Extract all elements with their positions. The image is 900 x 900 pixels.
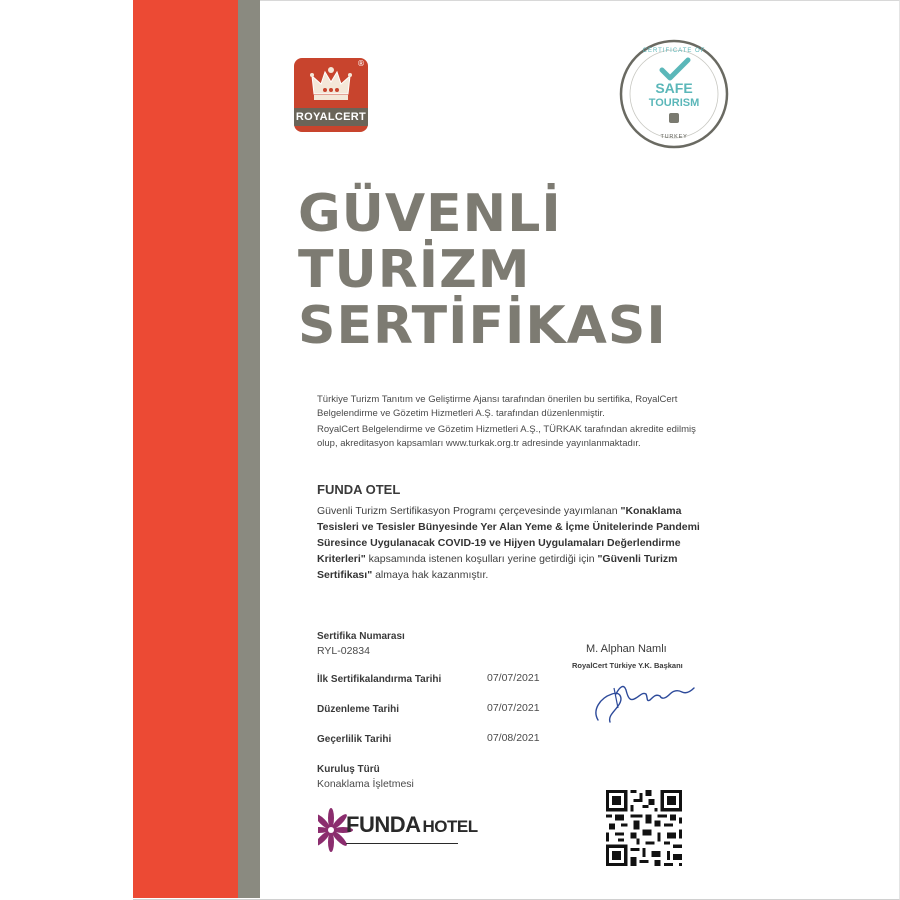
funda-word: FUNDA xyxy=(346,812,421,837)
funda-hotel-wordmark xyxy=(346,812,478,838)
validity-date-value: 07/08/2021 xyxy=(487,732,540,744)
registered-mark: ® xyxy=(357,59,365,68)
safe-tourism-seal xyxy=(618,38,730,150)
holder-name: FUNDA OTEL xyxy=(317,482,401,497)
royalcert-name: ROYALCERT xyxy=(294,108,368,126)
seal-ring-text: CERTIFICATE OF xyxy=(642,48,706,54)
check-icon xyxy=(662,60,688,78)
intro-paragraph-1: Türkiye Turizm Tanıtım ve Geliştirme Ajansı tarafından önerilen bu sertifika, RoyalCert Belgelendirme ve Gözetim Hizmetleri A.Ş. tarafından düzenlenmiştir. xyxy=(317,394,678,419)
organization-type-label: Kuruluş Türü xyxy=(317,764,380,775)
organization-type-value: Konaklama İşletmesi xyxy=(317,778,414,790)
statement-part-b: kapsamında istenen koşulları yerine getirdiği için xyxy=(365,553,598,565)
title-line-1: GÜVENLİ xyxy=(298,184,562,244)
certificate-statement xyxy=(317,503,717,583)
certificate-title xyxy=(298,186,667,354)
title-line-2: TURİZM xyxy=(298,240,531,300)
first-certification-label: İlk Sertifikalandırma Tarihi xyxy=(317,674,442,685)
signer-name: M. Alphan Namlı xyxy=(586,643,667,655)
grey-side-band xyxy=(238,0,260,898)
seal-bottom-text: TURKEY xyxy=(660,134,688,140)
certificate-number-label: Sertifika Numarası xyxy=(317,631,405,642)
intro-paragraph-2: RoyalCert Belgelendirme ve Gözetim Hizmetleri A.Ş., TÜRKAK tarafından akredite edilmiş olup, akreditasyon kapsamları www.turkak.org.tr adresinde yayınlanmaktadır. xyxy=(317,424,696,449)
wordmark-underline xyxy=(346,843,458,844)
statement-part-c: almaya hak kazanmıştır. xyxy=(372,569,489,581)
criteria-text: "Konaklama Tesisleri ve Tesisler Bünyesinde Yer Alan Yeme & İçme Ünitelerinde Pandemi Süresince Uygulanacak COVID-19 ve Hijyen Uygulamaları Değerlendirme Kriterleri" xyxy=(317,505,700,565)
signer-title: RoyalCert Türkiye Y.K. Başkanı xyxy=(572,661,683,670)
red-side-band xyxy=(133,0,238,898)
hotel-word: HOTEL xyxy=(422,817,478,836)
issue-date-value: 07/07/2021 xyxy=(487,702,540,714)
seal-emblem-icon xyxy=(669,113,679,123)
qr-code xyxy=(606,790,682,866)
issue-date-label: Düzenleme Tarihi xyxy=(317,704,400,715)
certificate-number-value: RYL-02834 xyxy=(317,645,370,657)
validity-date-label: Geçerlilik Tarihi xyxy=(317,734,392,745)
crown-icon xyxy=(308,64,354,104)
certificate-name: "Güvenli Turizm Sertifikası" xyxy=(317,553,678,581)
statement-part-a: Güvenli Turizm Sertifikasyon Programı çerçevesinde yayımlanan xyxy=(317,505,621,517)
signature-graphic xyxy=(590,676,700,730)
seal-line-tourism: TOURISM xyxy=(648,97,700,109)
royalcert-logo xyxy=(294,58,368,132)
first-certification-value: 07/07/2021 xyxy=(487,672,540,684)
title-line-3: SERTİFİKASI xyxy=(298,296,667,356)
seal-line-safe: SAFE xyxy=(655,80,693,96)
